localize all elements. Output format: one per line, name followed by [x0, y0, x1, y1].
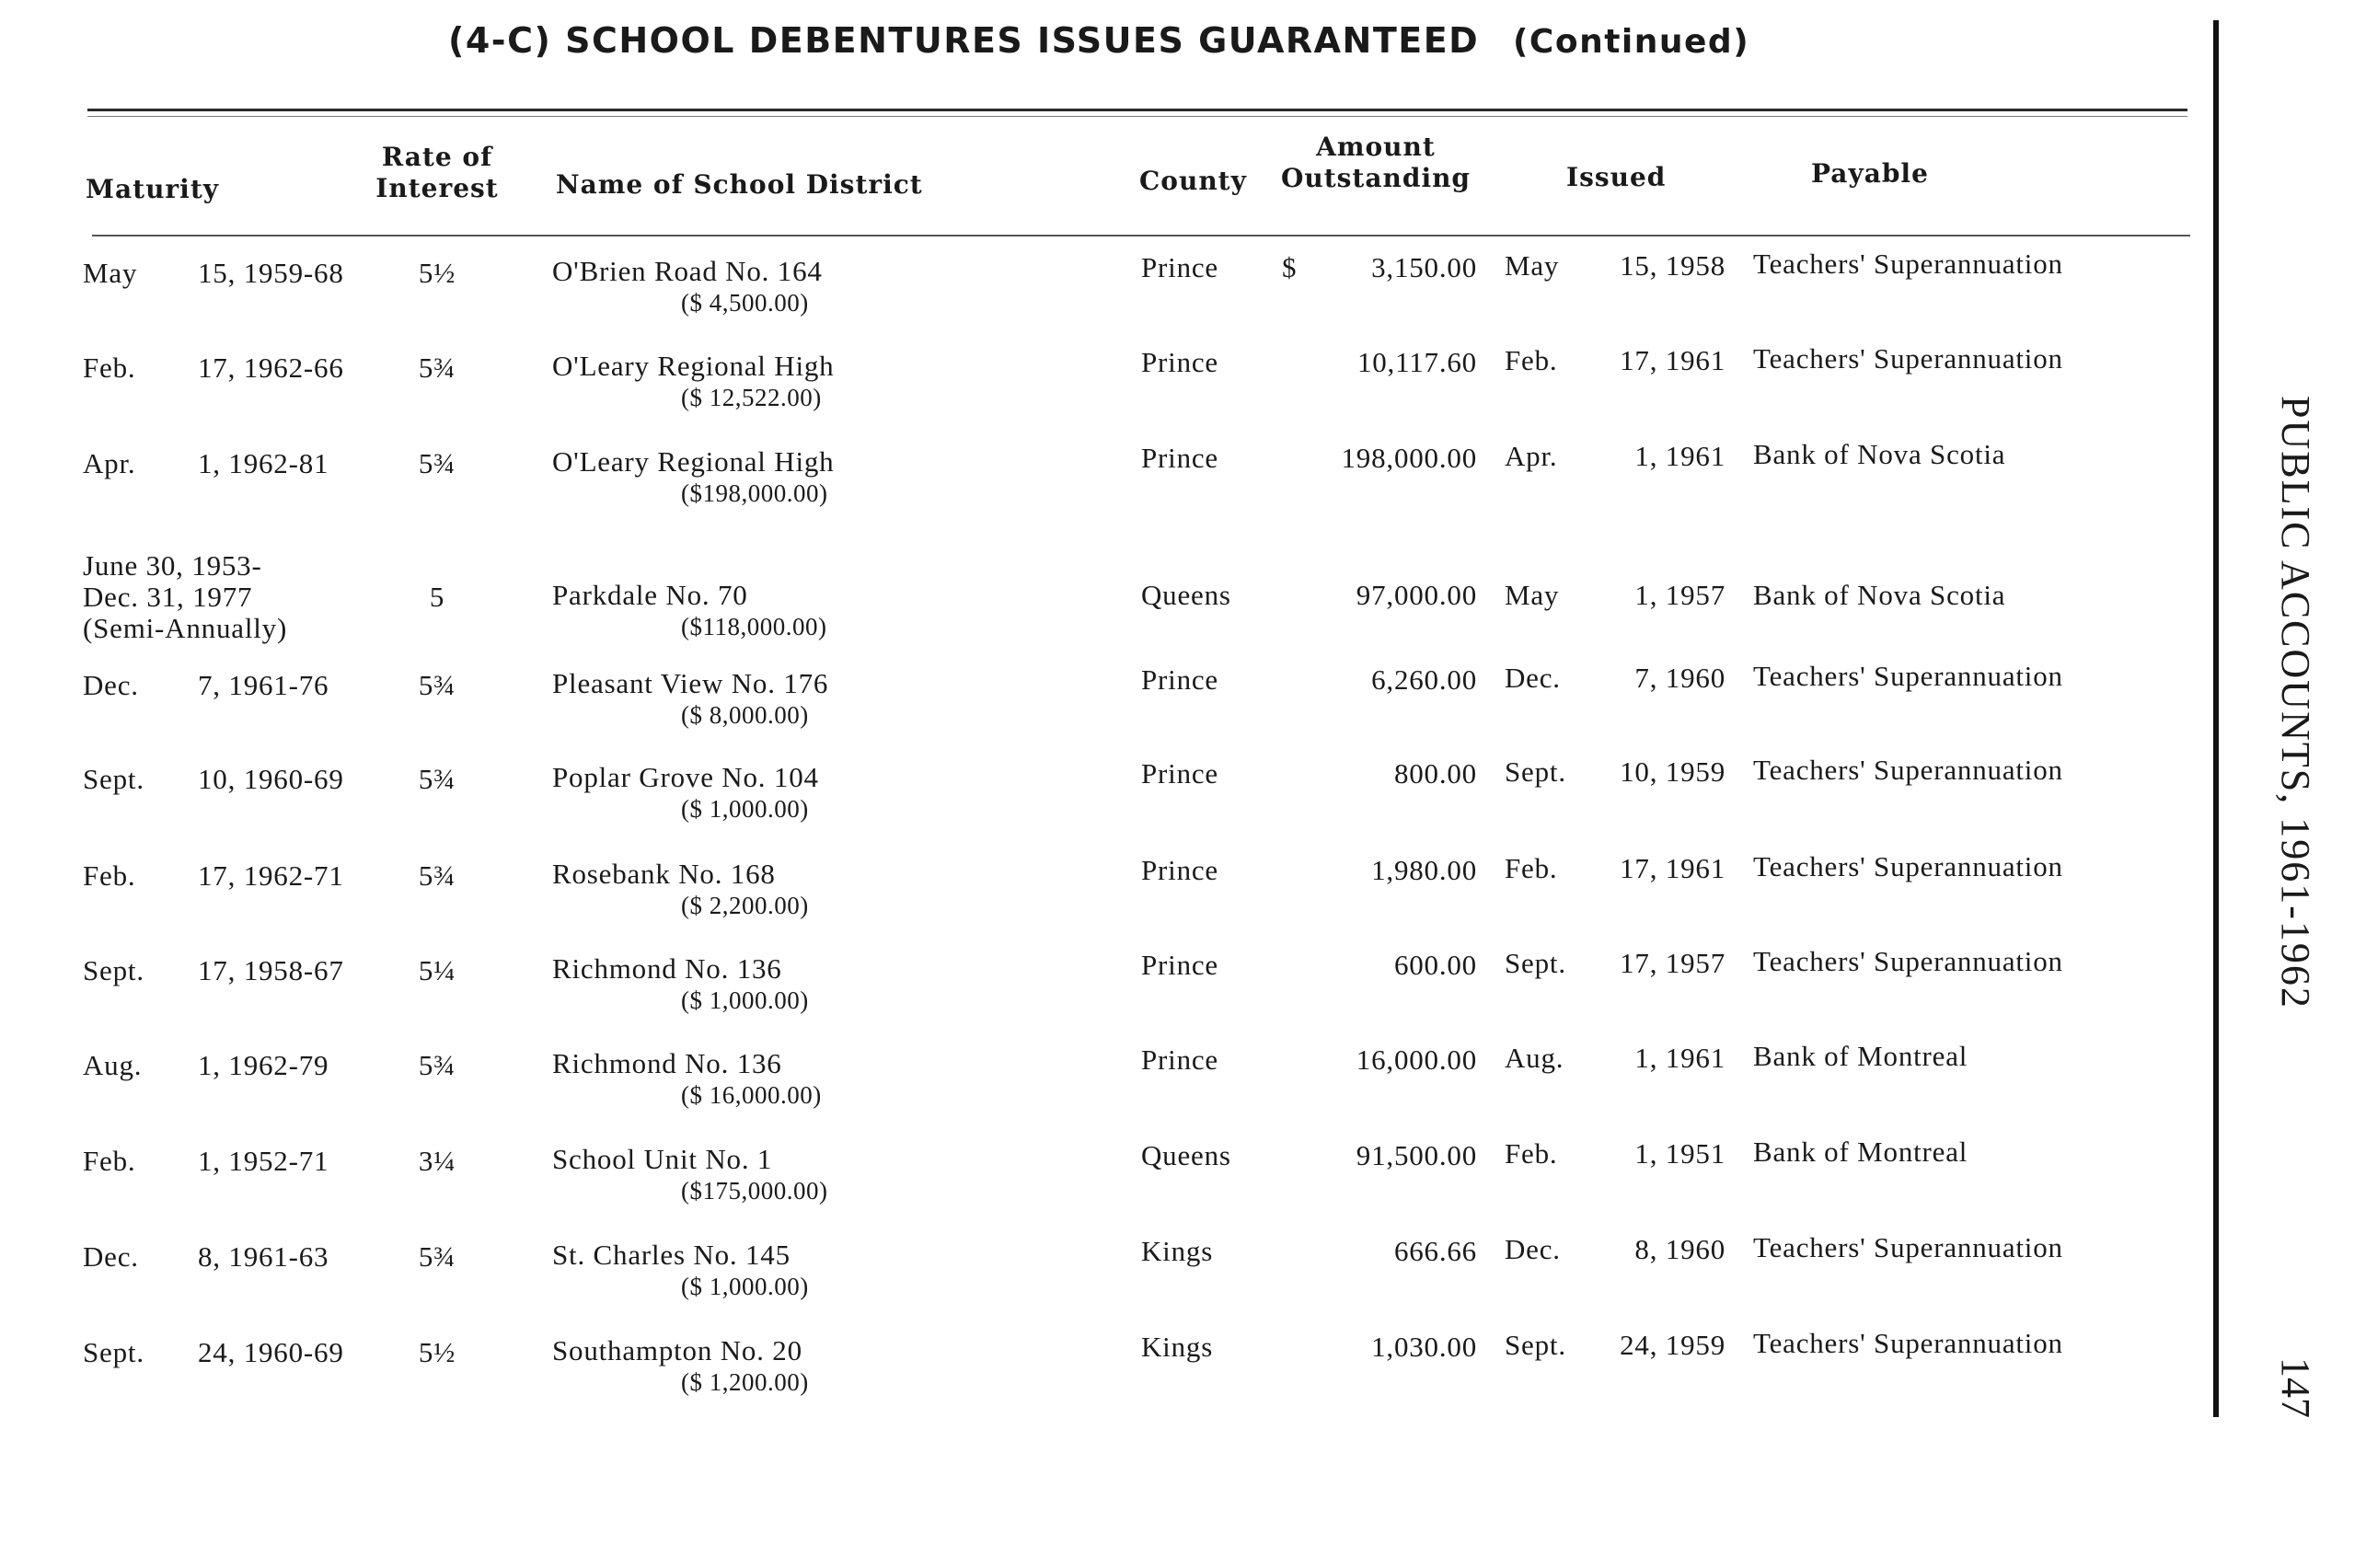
- maturity-month: Feb.: [83, 1145, 136, 1177]
- maturity-month: Feb.: [83, 859, 136, 892]
- issued-date: 1, 1961: [1634, 440, 1725, 472]
- maturity-line-3: (Semi-Annually): [83, 612, 288, 644]
- maturity-month: May: [83, 257, 138, 289]
- issued-date: 17, 1961: [1620, 852, 1725, 884]
- issued-month: Dec.: [1505, 662, 1561, 694]
- interest-rate: 5¾: [418, 447, 456, 479]
- maturity-month: Dec.: [83, 1240, 139, 1273]
- issued-month: Apr.: [1505, 440, 1558, 472]
- issued-month: Feb.: [1505, 344, 1558, 376]
- payable-to: Teachers' Superannuation: [1753, 342, 2063, 375]
- school-district-name: Pleasant View No. 176: [552, 667, 829, 699]
- issued-month: Sept.: [1505, 947, 1566, 979]
- interest-rate: 5½: [418, 257, 456, 289]
- county: Prince: [1141, 949, 1218, 981]
- table-row: [0, 343, 2209, 435]
- amount-outstanding: 800.00: [1393, 757, 1477, 790]
- original-amount: ($198,000.00): [681, 479, 828, 507]
- issued-month: Dec.: [1505, 1233, 1561, 1265]
- amount-outstanding: 666.66: [1393, 1235, 1477, 1267]
- school-district-name: O'Brien Road No. 164: [552, 255, 823, 287]
- original-amount: ($ 16,000.00): [681, 1081, 822, 1109]
- table-row: [0, 755, 2209, 847]
- header-amount: [1275, 132, 1477, 194]
- amount-outstanding: 97,000.00: [1356, 579, 1477, 611]
- payable-to: Teachers' Superannuation: [1753, 1231, 2063, 1263]
- county: Prince: [1141, 442, 1218, 474]
- issued-month: May: [1505, 579, 1560, 611]
- original-amount: ($118,000.00): [681, 613, 827, 640]
- amount-outstanding: 198,000.00: [1341, 442, 1477, 474]
- running-head: [2227, 396, 2347, 1500]
- school-district-name: Richmond No. 136: [552, 952, 782, 985]
- amount-outstanding: 3,150.00: [1371, 251, 1477, 283]
- running-head-text: PUBLIC ACCOUNTS, 1961-1962: [2273, 396, 2318, 1009]
- maturity-month: Sept.: [83, 763, 144, 795]
- payable-to: Teachers' Superannuation: [1753, 945, 2063, 977]
- table-row: [0, 851, 2209, 943]
- header-rule: [92, 235, 2190, 236]
- issued-month: Feb.: [1505, 1137, 1558, 1170]
- original-amount: ($ 1,200.00): [681, 1368, 809, 1396]
- original-amount: ($ 1,000.00): [681, 1273, 809, 1300]
- payable-to: Teachers' Superannuation: [1753, 660, 2063, 692]
- maturity-dates: 1, 1962-81: [198, 447, 329, 479]
- maturity-month: Aug.: [83, 1049, 143, 1081]
- payable-to: Teachers' Superannuation: [1753, 850, 2063, 882]
- maturity-month: Sept.: [83, 954, 144, 986]
- county: Queens: [1141, 579, 1231, 611]
- maturity-dates: 1, 1962-79: [198, 1049, 329, 1081]
- interest-rate: 5¾: [418, 1049, 456, 1081]
- county: Prince: [1141, 1043, 1218, 1076]
- maturity-dates: 17, 1958-67: [198, 954, 344, 986]
- county: Prince: [1141, 854, 1218, 886]
- school-district-name: St. Charles No. 145: [552, 1239, 791, 1271]
- table-row: [0, 550, 2209, 642]
- table-row: [0, 1328, 2209, 1420]
- amount-outstanding: 6,260.00: [1371, 663, 1477, 696]
- header-rate: [364, 142, 511, 204]
- maturity-line-1: June 30, 1953-: [83, 549, 262, 582]
- county: Prince: [1141, 251, 1218, 283]
- page-number: 147: [2273, 1357, 2318, 1418]
- header-county: County: [1139, 166, 1247, 196]
- top-rule-thin: [87, 116, 2187, 117]
- interest-rate: 5¼: [418, 954, 456, 986]
- payable-to: Teachers' Superannuation: [1753, 248, 2063, 280]
- county: Kings: [1141, 1331, 1214, 1363]
- maturity-dates: 17, 1962-71: [198, 859, 344, 892]
- header-rate-line1: Rate of: [381, 142, 493, 172]
- issued-date: 10, 1959: [1620, 755, 1725, 788]
- table-row: [0, 248, 2209, 340]
- interest-rate: 5½: [418, 1336, 456, 1368]
- table-row: [0, 946, 2209, 1038]
- table-row: [0, 1136, 2209, 1228]
- table-row: [0, 439, 2209, 531]
- payable-to: Teachers' Superannuation: [1753, 1327, 2063, 1359]
- county: Kings: [1141, 1235, 1214, 1267]
- interest-rate: 3¼: [418, 1145, 456, 1177]
- school-district-name: Richmond No. 136: [552, 1047, 782, 1079]
- maturity-month: Sept.: [83, 1336, 144, 1368]
- school-district-name: Parkdale No. 70: [552, 579, 748, 611]
- amount-outstanding: 1,980.00: [1371, 854, 1477, 886]
- maturity-month: Apr.: [83, 447, 136, 479]
- payable-to: Bank of Montreal: [1753, 1136, 1968, 1168]
- side-rule: [2213, 20, 2219, 1417]
- county: Queens: [1141, 1139, 1231, 1171]
- header-amount-line2: Outstanding: [1280, 163, 1472, 193]
- interest-rate: 5¾: [418, 352, 456, 384]
- original-amount: ($ 4,500.00): [681, 289, 809, 317]
- county: Prince: [1141, 346, 1218, 378]
- issued-date: 1, 1957: [1634, 579, 1725, 611]
- school-district-name: Rosebank No. 168: [552, 858, 776, 890]
- maturity-dates: 1, 1952-71: [198, 1145, 329, 1177]
- table-row: [0, 1041, 2209, 1133]
- issued-month: Sept.: [1505, 755, 1566, 788]
- interest-rate: 5¾: [418, 1240, 456, 1273]
- original-amount: ($ 2,200.00): [681, 892, 809, 919]
- issued-month: Feb.: [1505, 852, 1558, 884]
- header-payable: Payable: [1811, 158, 1929, 189]
- school-district-name: O'Leary Regional High: [552, 350, 835, 382]
- title-prefix: (4-C): [448, 20, 552, 61]
- issued-date: 1, 1951: [1634, 1137, 1725, 1170]
- amount-outstanding: 10,117.60: [1356, 346, 1477, 378]
- maturity-dates: 24, 1960-69: [198, 1336, 344, 1368]
- maturity-dates: 7, 1961-76: [198, 669, 329, 701]
- header-maturity: Maturity: [86, 174, 220, 204]
- maturity-line-2: Dec. 31, 1977: [83, 581, 253, 613]
- issued-month: Aug.: [1505, 1042, 1564, 1074]
- amount-outstanding: 91,500.00: [1356, 1139, 1477, 1171]
- issued-month: May: [1505, 249, 1560, 282]
- table-row: [0, 1232, 2209, 1324]
- issued-date: 15, 1958: [1620, 249, 1725, 282]
- page-title: [448, 20, 1884, 61]
- amount-outstanding: 600.00: [1393, 949, 1477, 981]
- top-rule: [87, 109, 2187, 111]
- header-rate-line2: Interest: [375, 173, 499, 203]
- issued-date: 24, 1959: [1620, 1329, 1725, 1361]
- amount-outstanding: 16,000.00: [1356, 1043, 1477, 1076]
- interest-rate: 5: [429, 581, 445, 613]
- school-district-name: School Unit No. 1: [552, 1143, 773, 1175]
- header-name: Name of School District: [556, 169, 923, 200]
- original-amount: ($ 12,522.00): [681, 384, 822, 411]
- issued-date: 17, 1961: [1620, 344, 1725, 376]
- payable-to: Teachers' Superannuation: [1753, 754, 2063, 786]
- school-district-name: Poplar Grove No. 104: [552, 761, 819, 793]
- issued-date: 7, 1960: [1634, 662, 1725, 694]
- issued-date: 1, 1961: [1634, 1042, 1725, 1074]
- issued-date: 17, 1957: [1620, 947, 1725, 979]
- original-amount: ($ 8,000.00): [681, 701, 809, 729]
- header-amount-line1: Amount: [1316, 132, 1436, 162]
- maturity-dates: 10, 1960-69: [198, 763, 344, 795]
- table-row: [0, 661, 2209, 753]
- school-district-name: Southampton No. 20: [552, 1334, 802, 1366]
- maturity-dates: 15, 1959-68: [198, 257, 344, 289]
- payable-to: Bank of Montreal: [1753, 1040, 1968, 1072]
- payable-to: Bank of Nova Scotia: [1753, 438, 2006, 470]
- amount-outstanding: 1,030.00: [1371, 1331, 1477, 1363]
- county: Prince: [1141, 663, 1218, 696]
- county: Prince: [1141, 757, 1218, 790]
- original-amount: ($ 1,000.00): [681, 986, 809, 1014]
- issued-date: 8, 1960: [1634, 1233, 1725, 1265]
- original-amount: ($175,000.00): [681, 1177, 828, 1205]
- issued-month: Sept.: [1505, 1329, 1566, 1361]
- original-amount: ($ 1,000.00): [681, 795, 809, 823]
- title-main: SCHOOL DEBENTURES ISSUES GUARANTEED: [565, 20, 1480, 61]
- maturity-month: Dec.: [83, 669, 139, 701]
- interest-rate: 5¾: [418, 859, 456, 892]
- interest-rate: 5¾: [418, 763, 456, 795]
- payable-to: Bank of Nova Scotia: [1753, 579, 2006, 611]
- interest-rate: 5¾: [418, 669, 456, 701]
- school-district-name: O'Leary Regional High: [552, 445, 835, 478]
- title-continued: (Continued): [1512, 23, 1750, 61]
- currency-symbol: $: [1282, 251, 1298, 283]
- maturity-month: Feb.: [83, 352, 136, 384]
- maturity-dates: 17, 1962-66: [198, 352, 344, 384]
- maturity-dates: 8, 1961-63: [198, 1240, 329, 1273]
- header-issued: Issued: [1566, 162, 1667, 192]
